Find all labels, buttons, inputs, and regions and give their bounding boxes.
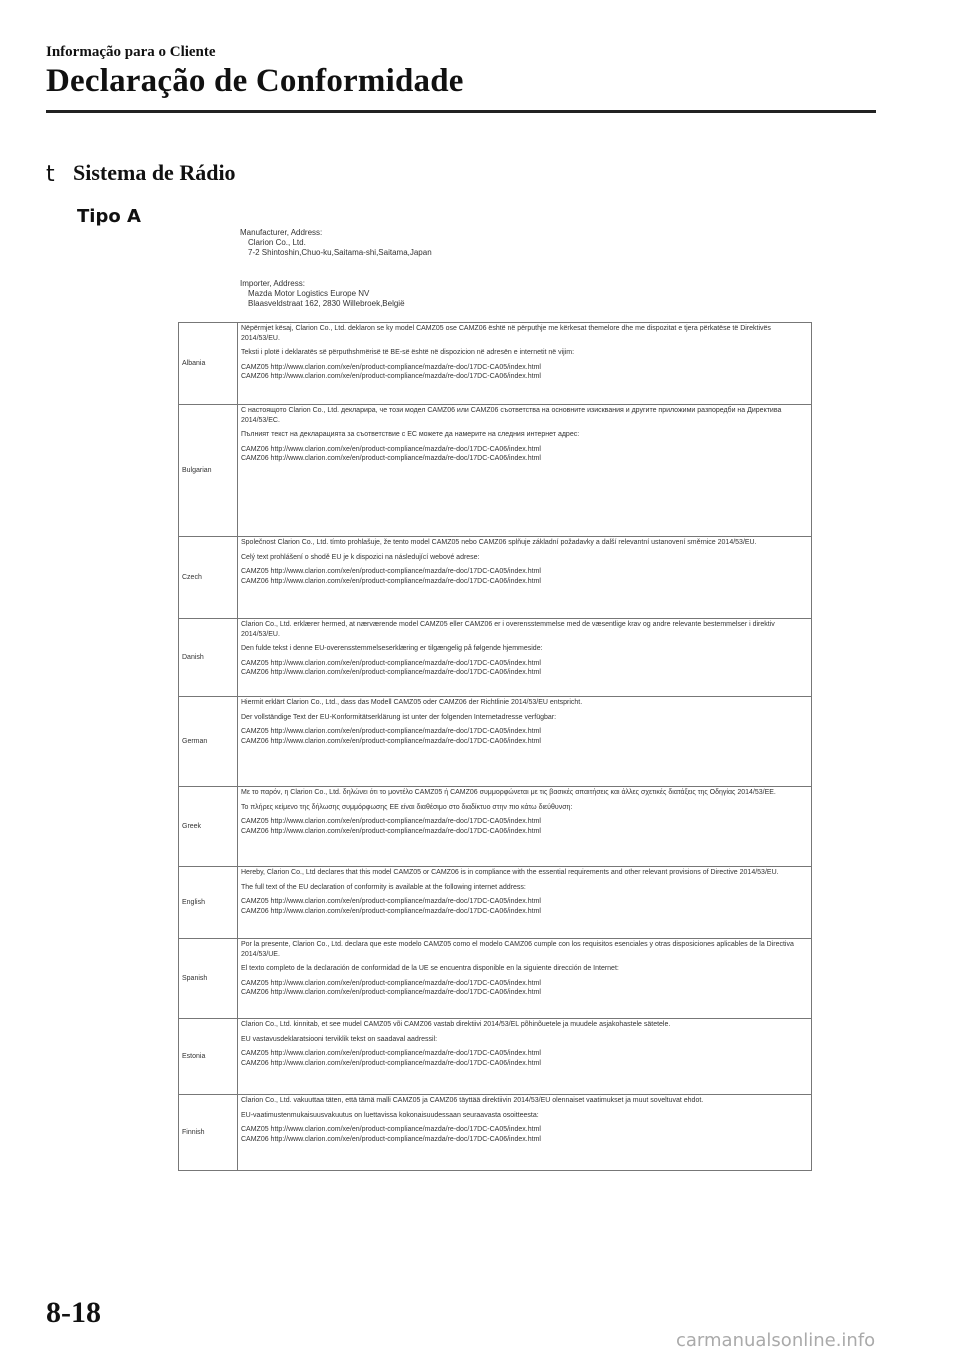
fulltext-note: Der vollständige Text der EU-Konformitätserklärung ist unter der folgenden Internetadresse verfügbar:	[241, 713, 557, 721]
declaration-text-cell	[238, 867, 812, 939]
table-row	[179, 619, 812, 697]
doc-link[interactable]: CAMZ05 http://www.clarion.com/xe/en/product-compliance/mazda/re-doc/17DC-CA05/index.html	[241, 1126, 541, 1133]
table-row	[179, 405, 812, 537]
declaration-text-cell	[238, 405, 812, 537]
language-cell: Albania	[179, 323, 238, 405]
doc-link[interactable]: CAMZ05 http://www.clarion.com/xe/en/product-compliance/mazda/re-doc/17DC-CA05/index.html	[241, 818, 541, 825]
page-number: 8-18	[46, 1296, 101, 1329]
section-title: Sistema de Rádio	[73, 160, 236, 185]
statement-text: Με το παρόν, η Clarion Co., Ltd. δηλώνει ότι το μοντέλο CAMZ05 ή CAMZ06 συμμορφώνεται με τις βασικές απαιτήσεις και άλλες σχετικές διατάξεις της Οδηγίας 2014/53/ΕΕ.	[241, 789, 776, 796]
table-row	[179, 1095, 812, 1171]
declaration-text-cell	[238, 619, 812, 697]
doc-link[interactable]: CAMZ05 http://www.clarion.com/xe/en/product-compliance/mazda/re-doc/17DC-CA05/index.html	[241, 728, 541, 735]
manufacturer-block	[240, 228, 432, 258]
fulltext-note: El texto completo de la declaración de conformidad de la UE se encuentra disponible en la siguiente dirección de Internet:	[241, 965, 619, 972]
statement-text: Clarion Co., Ltd. vakuuttaa täten, että tämä malli CAMZ05 ja CAMZ06 täyttää direktiivin 2014/53/EU olennaiset vaatimukset ja muut soveltuvat ehdot.	[241, 1097, 704, 1104]
fulltext-note: Den fulde tekst i denne EU-overensstemmelseserklæring er tilgængelig på følgende hjemmeside:	[241, 645, 543, 652]
language-cell: Danish	[179, 619, 238, 697]
doc-link[interactable]: CAMZ06 http://www.clarion.com/xe/en/product-compliance/mazda/re-doc/17DC-CA06/index.html	[241, 373, 541, 380]
declaration-table	[178, 322, 812, 1171]
declaration-text-cell	[238, 537, 812, 619]
doc-link[interactable]: CAMZ05 http://www.clarion.com/xe/en/product-compliance/mazda/re-doc/17DC-CA05/index.html	[241, 363, 541, 371]
statement-text: Clarion Co., Ltd. erklærer hermed, at nærværende model CAMZ05 eller CAMZ06 er i overensstemmelse med de væsentlige krav og andre relevante bestemmelser i direktiv 2014/53/EU.	[241, 621, 775, 638]
manufacturer-address: 7-2 Shintoshin,Chuo-ku,Saitama-shi,Saitama,Japan	[248, 248, 432, 257]
table-row	[179, 939, 812, 1019]
statement-text: Hereby, Clarion Co., Ltd declares that this model CAMZ05 or CAMZ06 is in compliance with the essential requirements and other relevant provisions of Directive 2014/53/EU.	[241, 869, 779, 876]
fulltext-note: Celý text prohlášení o shodě EU je k dispozici na následující webové adrese:	[241, 553, 480, 561]
doc-link[interactable]: CAMZ06 http://www.clarion.com/xe/en/product-compliance/mazda/re-doc/17DC-CA06/index.html	[241, 737, 541, 745]
language-cell: Spanish	[179, 939, 238, 1019]
doc-link[interactable]: CAMZ06 http://www.clarion.com/xe/en/product-compliance/mazda/re-doc/17DC-CA06/index.html	[241, 445, 541, 453]
fulltext-note: EU vastavusdeklaratsiooni terviklik tekst on saadaval aadressil:	[241, 1035, 438, 1043]
table-row	[179, 537, 812, 619]
importer-name: Mazda Motor Logistics Europe NV	[248, 289, 370, 298]
doc-link[interactable]: CAMZ06 http://www.clarion.com/xe/en/product-compliance/mazda/re-doc/17DC-CA06/index.html	[241, 577, 541, 585]
declaration-text-cell	[238, 323, 812, 405]
doc-link[interactable]: CAMZ06 http://www.clarion.com/xe/en/product-compliance/mazda/re-doc/17DC-CA06/index.html	[241, 455, 541, 462]
manufacturer-name: Clarion Co., Ltd.	[248, 238, 306, 247]
language-cell: Finnish	[179, 1095, 238, 1171]
doc-link[interactable]: CAMZ05 http://www.clarion.com/xe/en/product-compliance/mazda/re-doc/17DC-CA05/index.html	[241, 898, 541, 905]
statement-text: Nëpërmjet kësaj, Clarion Co., Ltd. deklaron se ky model CAMZ05 ose CAMZ06 është në përputhje me kërkesat themelore dhe me dispozitat e tjera përkatëse të Direktivës 2014/53/EU.	[241, 325, 771, 342]
manufacturer-label: Manufacturer, Address:	[240, 228, 323, 237]
language-cell: Greek	[179, 787, 238, 867]
table-row	[179, 323, 812, 405]
language-cell: Czech	[179, 537, 238, 619]
fulltext-note: The full text of the EU declaration of conformity is available at the following internet address:	[241, 883, 526, 891]
importer-label: Importer, Address:	[240, 279, 305, 288]
table-row	[179, 1019, 812, 1095]
doc-link[interactable]: CAMZ06 http://www.clarion.com/xe/en/product-compliance/mazda/re-doc/17DC-CA06/index.html	[241, 1135, 541, 1143]
doc-link[interactable]: CAMZ06 http://www.clarion.com/xe/en/product-compliance/mazda/re-doc/17DC-CA06/index.html	[241, 1059, 541, 1067]
statement-text: Společnost Clarion Co., Ltd. tímto prohlašuje, že tento model CAMZ05 nebo CAMZ06 splňuje základní požadavky a další relevantní ustanovení směrnice 2014/53/EU.	[241, 539, 757, 546]
page-title: Declaração de Conformidade	[46, 63, 464, 99]
declaration-text-cell	[238, 697, 812, 787]
declaration-text-cell	[238, 1019, 812, 1095]
fulltext-note: Το πλήρες κείμενο της δήλωσης συμμόρφωσης ΕΕ είναι διαθέσιμο στο διαδίκτυο στην πιο κάτω διεύθυνση:	[241, 803, 573, 811]
language-cell: English	[179, 867, 238, 939]
language-cell: German	[179, 697, 238, 787]
fulltext-note: EU-vaatimustenmukaisuusvakuutus on luettavissa kokonaisuudessaan seuraavasta osoitteesta:	[241, 1111, 539, 1119]
declaration-text-cell	[238, 939, 812, 1019]
section-bullet-icon: t	[46, 162, 55, 187]
fulltext-note: Teksti i plotë i deklaratës së përputhshmërisë të BE-së është në dispozicion në adresën e internetit në vijim:	[241, 349, 575, 356]
doc-link[interactable]: CAMZ06 http://www.clarion.com/xe/en/product-compliance/mazda/re-doc/17DC-CA06/index.html	[241, 907, 541, 915]
table-row	[179, 697, 812, 787]
doc-link[interactable]: CAMZ06 http://www.clarion.com/xe/en/product-compliance/mazda/re-doc/17DC-CA06/index.html	[241, 989, 541, 996]
statement-text: Hiermit erklärt Clarion Co., Ltd., dass das Modell CAMZ05 oder CAMZ06 der Richtlinie 2014/53/EU entspricht.	[241, 699, 583, 706]
fulltext-note: Пълният текст на декларацията за съответствие с ЕС можете да намерите на следния интернет адрес:	[241, 431, 580, 438]
importer-block	[240, 279, 405, 309]
header-rule	[46, 110, 876, 113]
watermark: carmanualsonline.info	[676, 1330, 876, 1351]
doc-link[interactable]: CAMZ05 http://www.clarion.com/xe/en/product-compliance/mazda/re-doc/17DC-CA05/index.html	[241, 659, 541, 667]
statement-text: Por la presente, Clarion Co., Ltd. declara que este modelo CAMZ05 como el modelo CAMZ06 cumple con los requisitos esenciales y otras disposiciones aplicables de la Directiva 2014/53/UE.	[241, 941, 794, 958]
table-row	[179, 787, 812, 867]
language-cell: Estonia	[179, 1019, 238, 1095]
doc-link[interactable]: CAMZ06 http://www.clarion.com/xe/en/product-compliance/mazda/re-doc/17DC-CA06/index.html	[241, 669, 541, 676]
declaration-text-cell	[238, 787, 812, 867]
doc-link[interactable]: CAMZ06 http://www.clarion.com/xe/en/product-compliance/mazda/re-doc/17DC-CA06/index.html	[241, 827, 541, 835]
header-subtitle: Informação para o Cliente	[46, 44, 216, 60]
statement-text: С настоящото Clarion Co., Ltd. декларира, че този модел CAMZ06 или CAMZ06 съответства на основните изисквания и другите приложими разпоредби на Директива 2014/53/ЕС.	[241, 407, 782, 424]
table-row	[179, 867, 812, 939]
doc-link[interactable]: CAMZ05 http://www.clarion.com/xe/en/product-compliance/mazda/re-doc/17DC-CA05/index.html	[241, 568, 541, 575]
doc-link[interactable]: CAMZ05 http://www.clarion.com/xe/en/product-compliance/mazda/re-doc/17DC-CA05/index.html	[241, 1050, 541, 1057]
importer-address: Blaasveldstraat 162, 2830 Willebroek,België	[248, 299, 405, 308]
language-cell: Bulgarian	[179, 405, 238, 537]
type-label: Tipo A	[77, 206, 141, 227]
doc-link[interactable]: CAMZ05 http://www.clarion.com/xe/en/product-compliance/mazda/re-doc/17DC-CA05/index.html	[241, 979, 541, 987]
statement-text: Clarion Co., Ltd. kinnitab, et see mudel CAMZ05 või CAMZ06 vastab direktiivi 2014/53/EL põhinõuetele ja muudele asjakohastele sätetele.	[241, 1021, 671, 1028]
declaration-text-cell	[238, 1095, 812, 1171]
